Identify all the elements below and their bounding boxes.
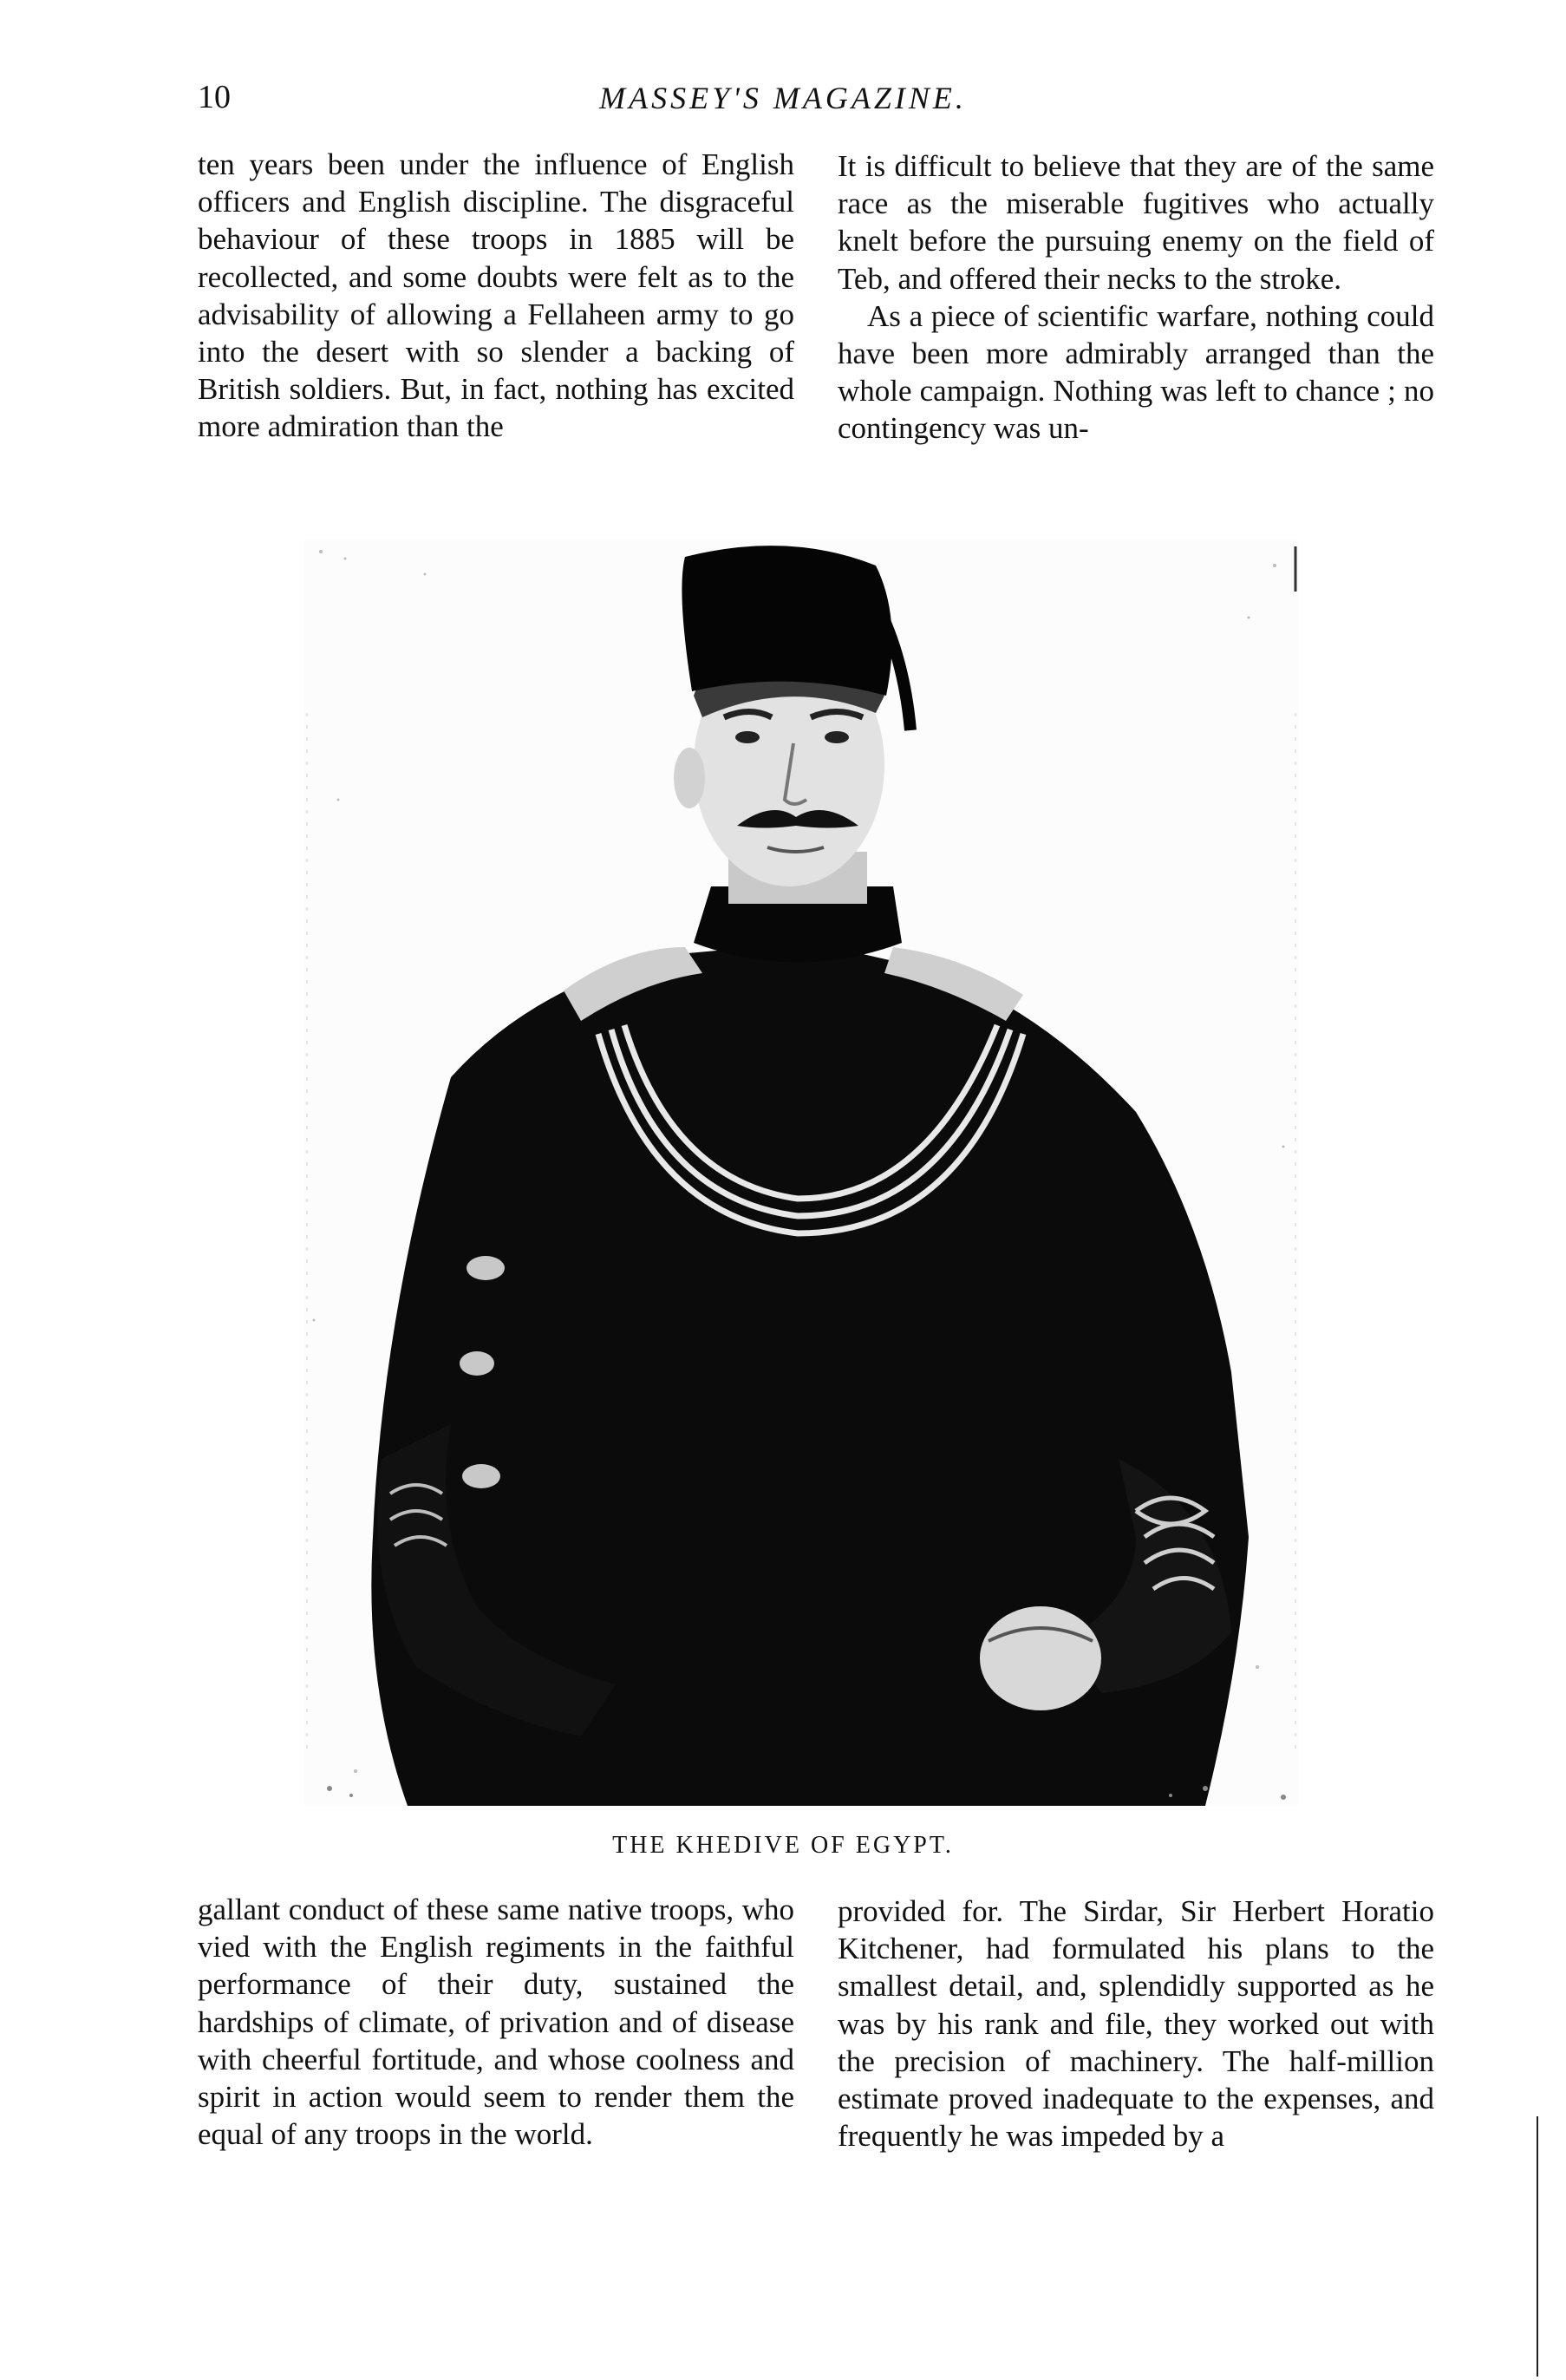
paragraph: provided for. The Sirdar, Sir Herbert Horatio Kitchener, had formulated his plans to the smallest detail, and, splendidly supported as he was by his rank and file, they worked out with the precision of machinery. The half-million estimate proved inadequate to the expenses, and frequently he was impeded by a [838,1894,1434,2154]
running-head: MASSEY'S MAGAZINE. [599,81,967,115]
paragraph: As a piece of scientific warfare, nothing could have been more admirably arranged than the whole campaign. Nothing was left to chance ; no contingency was un- [838,298,1434,446]
page-number: 10 [198,79,231,115]
bottom-left-column [198,1891,794,2153]
top-right-column [838,147,1434,448]
khedive-portrait [303,539,1299,1806]
paragraph: gallant conduct of these same native troops, who vied with the English regiments in the faithful performance of their duty, sustained the hardships of climate, of privation and of disease with cheerful fortitude, and whose coolness and spirit in action would seem to render them the equal of any troops in the world. [198,1893,794,2152]
margin-rule [1537,2116,1538,2377]
paragraph: It is difficult to believe that they are of the same race as the miserable fugitives who actually knelt before the pursuing enemy on the field of Teb, and offered their necks to the stroke. [838,149,1434,296]
bottom-right-column [838,1893,1434,2154]
figure-caption: THE KHEDIVE OF EGYPT. [612,1832,954,1859]
top-left-column [198,146,794,446]
paragraph: ten years been under the influence of English officers and English discipline. The disgraceful behaviour of these troops in 1885 will be recollected, and some doubts were felt as to the advisability of allowing a Fellaheen army to go into the desert with so slender a backing of British soldiers. But, in fact, nothing has excited more admiration than the [198,147,794,444]
